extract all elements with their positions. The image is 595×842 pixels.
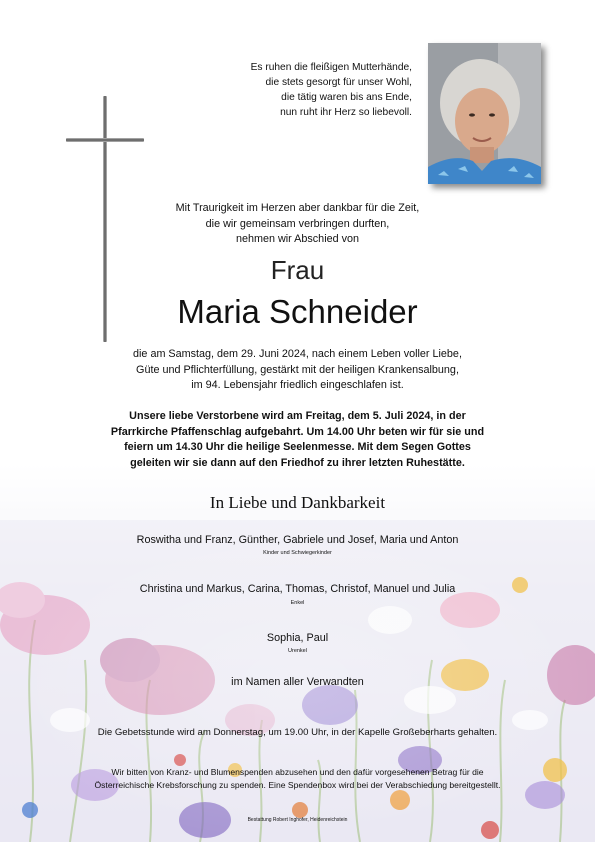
poem-line: Es ruhen die fleißigen Mutterhände, <box>250 62 412 73</box>
prayer-notice: Die Gebetsstunde wird am Donnerstag, um 19.00 Uhr, in der Kapelle Großeberharts gehalten. <box>97 727 498 738</box>
funeral-line: Pfarrkirche Pfaffenschlag aufgebahrt. Um 14.00 Uhr beten wir für sie und <box>110 425 485 438</box>
death-notice-line: Güte und Pflichterfüllung, gestärkt mit der heiligen Krankensalbung, <box>136 363 459 376</box>
poem-line: nun ruht ihr Herz so liebevoll. <box>280 107 412 118</box>
donation-line: Österreichische Krebsforschung zu spenden. Eine Spendenbox wird bei der Verabschiedung bereitgestellt. <box>94 780 501 790</box>
deceased-name: Maria Schneider <box>177 293 418 330</box>
family-children: Roswitha und Franz, Günther, Gabriele und Josef, Maria und Anton <box>136 534 459 546</box>
family-grandchildren-role: Enkel <box>290 600 305 606</box>
poem-line: die tätig waren bis ans Ende, <box>281 92 412 103</box>
death-notice-line: im 94. Lebensjahr friedlich eingeschlafen ist. <box>191 379 404 391</box>
intro-line: nehmen wir Abschied von <box>235 233 360 245</box>
intro-line: die wir gemeinsam verbringen durften, <box>205 217 390 230</box>
death-notice <box>0 347 595 394</box>
funeral-line: geleiten wir sie dann auf den Friedhof zu ihrer letzten Ruhestätte. <box>130 456 465 469</box>
intro-text <box>0 201 595 248</box>
intro-line: Mit Traurigkeit im Herzen aber dankbar für die Zeit, <box>175 202 420 214</box>
family-grandchildren: Christina und Markus, Carina, Thomas, Christof, Manuel und Julia <box>139 583 456 595</box>
donation-line: Wir bitten von Kranz- und Blumenspenden abzusehen und den dafür vorgesehenen Betrag für die <box>111 767 484 777</box>
funeral-line: feiern um 14.30 Uhr die heilige Seelenmesse. Mit dem Segen Gottes <box>124 441 471 453</box>
poem <box>150 60 412 120</box>
family-great-grandchildren: Sophia, Paul <box>266 632 329 644</box>
relatives-line: im Namen aller Verwandten <box>231 676 364 688</box>
family-great-grandchildren-role: Urenkel <box>288 648 307 654</box>
funeral-details <box>0 409 595 471</box>
poem-line: die stets gesorgt für unser Wohl, <box>265 77 412 88</box>
family-children-role: Kinder und Schwiegerkinder <box>263 550 332 556</box>
portrait-image <box>428 43 541 184</box>
funeral-line: Unsere liebe Verstorbene wird am Freitag, dem 5. Juli 2024, in der <box>129 410 466 422</box>
donation-notice <box>0 766 595 792</box>
death-notice-line: die am Samstag, dem 29. Juni 2024, nach einem Leben voller Liebe, <box>133 348 462 360</box>
funeral-home-credit: Bestattung Robert Inghofer, Heidenreichstein <box>247 817 348 823</box>
gratitude-heading: In Liebe und Dankbarkeit <box>209 493 386 512</box>
portrait-photo <box>428 43 541 184</box>
salutation: Frau <box>270 255 325 285</box>
